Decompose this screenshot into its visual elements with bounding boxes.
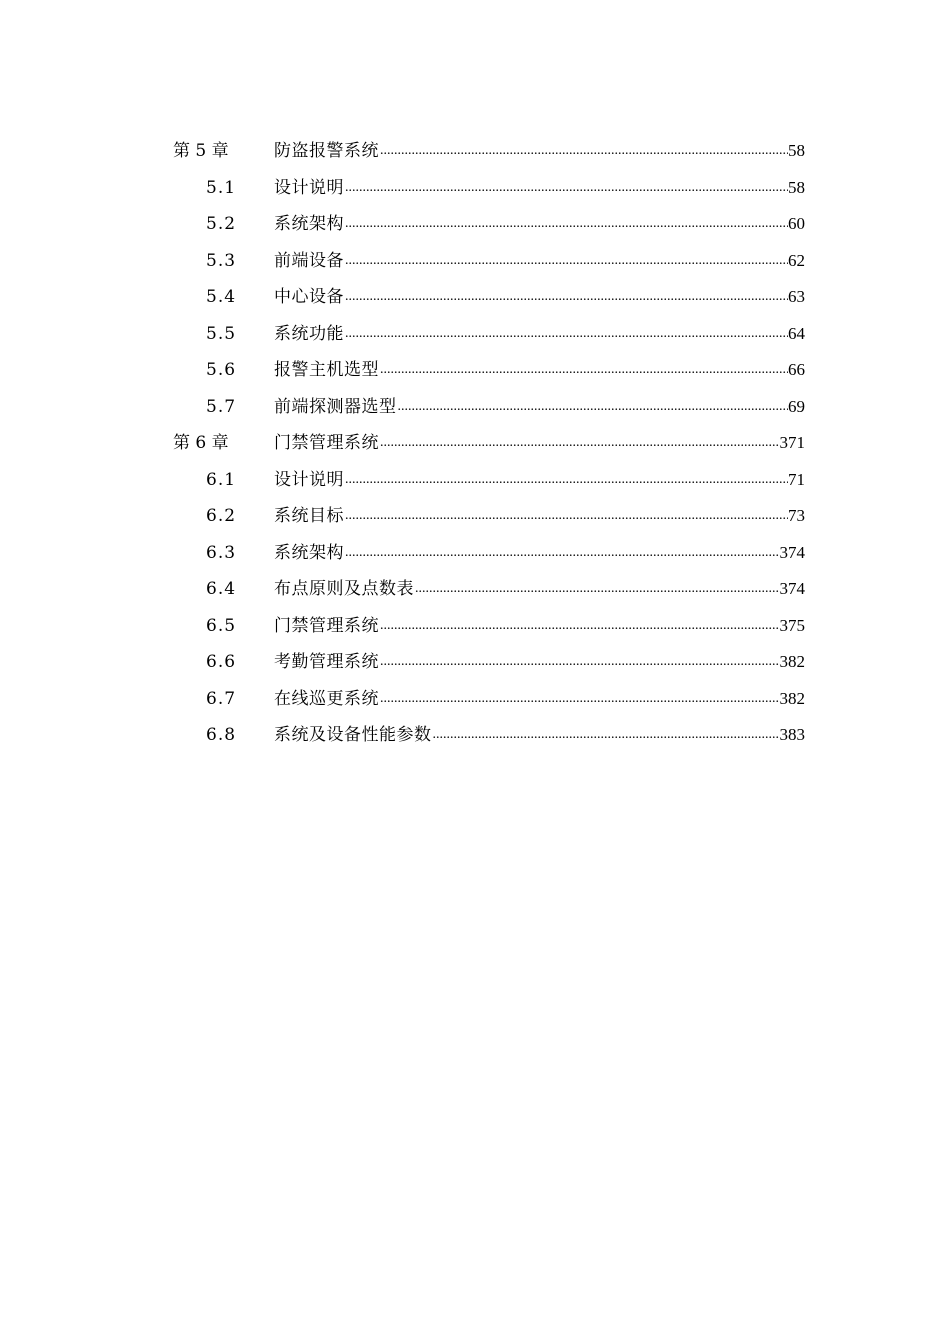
toc-entry-5-3[interactable] — [173, 243, 805, 280]
toc-dot-leader — [432, 717, 780, 754]
toc-entry-page: 63 — [788, 287, 805, 306]
toc-entry-title: 系统功能 — [274, 323, 344, 344]
toc-entry-page: 375 — [779, 615, 805, 635]
toc-entry-5-1[interactable] — [173, 170, 805, 207]
toc-entry-title: 报警主机选型 — [274, 360, 379, 380]
toc-dot-leader — [397, 389, 789, 426]
toc-entry-5-7[interactable] — [173, 389, 805, 426]
toc-entry-page: 71 — [788, 469, 805, 489]
toc-entry-5-2[interactable] — [173, 206, 805, 243]
toc-dot-leader — [379, 352, 788, 389]
toc-dot-leader — [344, 279, 788, 316]
toc-entry-title: 在线巡更系统 — [274, 688, 379, 709]
toc-entry-6-1[interactable] — [173, 462, 805, 499]
toc-entry-6-8[interactable] — [173, 717, 805, 754]
toc-dot-leader — [379, 608, 780, 645]
toc-dot-leader — [344, 243, 788, 280]
toc-dot-leader — [344, 535, 780, 572]
toc-entry-title: 设计说明 — [274, 469, 344, 490]
toc-entry-6-2[interactable] — [173, 498, 805, 535]
toc-entry-title: 系统目标 — [274, 506, 344, 526]
toc-entry-title: 防盗报警系统 — [274, 141, 379, 161]
toc-entry-page: 374 — [779, 542, 805, 562]
toc-entry-number: 6.1 — [206, 469, 237, 490]
toc-entry-title: 考勤管理系统 — [274, 652, 379, 672]
toc-entry-number: 6.4 — [206, 579, 237, 599]
toc-entry-page: 64 — [788, 323, 805, 343]
table-of-contents — [173, 133, 805, 754]
toc-entry-page: 371 — [779, 433, 805, 452]
toc-dot-leader — [344, 206, 788, 243]
toc-entry-6-6[interactable] — [173, 644, 805, 681]
toc-entry-title: 设计说明 — [274, 177, 344, 198]
toc-entry-6-7[interactable] — [173, 681, 805, 718]
toc-entry-5-4[interactable] — [173, 279, 805, 316]
toc-entry-number: 第 6 章 — [173, 433, 229, 453]
toc-dot-leader — [414, 571, 780, 608]
toc-entry-page: 62 — [788, 250, 805, 270]
toc-entry-number: 6.5 — [206, 615, 237, 636]
toc-entry-page: 58 — [788, 141, 805, 160]
toc-dot-leader — [344, 170, 788, 207]
toc-entry-number: 5.5 — [206, 323, 237, 344]
toc-dot-leader — [379, 425, 780, 462]
toc-entry-title: 前端探测器选型 — [274, 396, 397, 417]
toc-entry-title: 布点原则及点数表 — [274, 579, 414, 599]
toc-entry-number: 6.6 — [206, 652, 237, 672]
toc-entry-page: 382 — [779, 652, 805, 671]
toc-entry-number: 第 5 章 — [173, 141, 229, 161]
toc-entry-page: 382 — [779, 688, 805, 708]
toc-entry-number: 5.2 — [206, 214, 237, 234]
toc-entry-6-4[interactable] — [173, 571, 805, 608]
toc-entry-number: 6.8 — [206, 725, 237, 745]
toc-entry-6-3[interactable] — [173, 535, 805, 572]
toc-entry-5-6[interactable] — [173, 352, 805, 389]
toc-dot-leader — [379, 133, 788, 170]
toc-entry-number: 5.7 — [206, 396, 237, 417]
toc-entry-number: 6.7 — [206, 688, 237, 709]
toc-entry-number: 5.6 — [206, 360, 237, 380]
toc-entry-page: 383 — [779, 725, 805, 744]
toc-entry-title: 门禁管理系统 — [274, 615, 379, 636]
toc-entry-page: 58 — [788, 177, 805, 197]
toc-entry-chapter-6[interactable] — [173, 425, 805, 462]
toc-dot-leader — [379, 681, 780, 718]
toc-entry-6-5[interactable] — [173, 608, 805, 645]
toc-entry-5-5[interactable] — [173, 316, 805, 353]
toc-entry-title: 系统架构 — [274, 542, 344, 563]
toc-entry-page: 374 — [779, 579, 805, 598]
toc-entry-number: 6.3 — [206, 542, 237, 563]
toc-entry-number: 6.2 — [206, 506, 237, 526]
toc-dot-leader — [379, 644, 780, 681]
toc-entry-page: 69 — [788, 396, 805, 416]
toc-entry-chapter-5[interactable] — [173, 133, 805, 170]
toc-entry-title: 系统及设备性能参数 — [274, 725, 432, 745]
toc-dot-leader — [344, 498, 788, 535]
toc-dot-leader — [344, 462, 788, 499]
toc-entry-number: 5.1 — [206, 177, 237, 198]
toc-entry-title: 中心设备 — [274, 287, 344, 307]
toc-entry-title: 门禁管理系统 — [274, 433, 379, 453]
toc-entry-page: 73 — [788, 506, 805, 525]
toc-entry-title: 系统架构 — [274, 214, 344, 234]
toc-entry-number: 5.3 — [206, 250, 237, 271]
toc-entry-number: 5.4 — [206, 287, 237, 307]
toc-entry-page: 60 — [788, 214, 805, 233]
toc-entry-page: 66 — [788, 360, 805, 379]
toc-entry-title: 前端设备 — [274, 250, 344, 271]
toc-dot-leader — [344, 316, 788, 353]
